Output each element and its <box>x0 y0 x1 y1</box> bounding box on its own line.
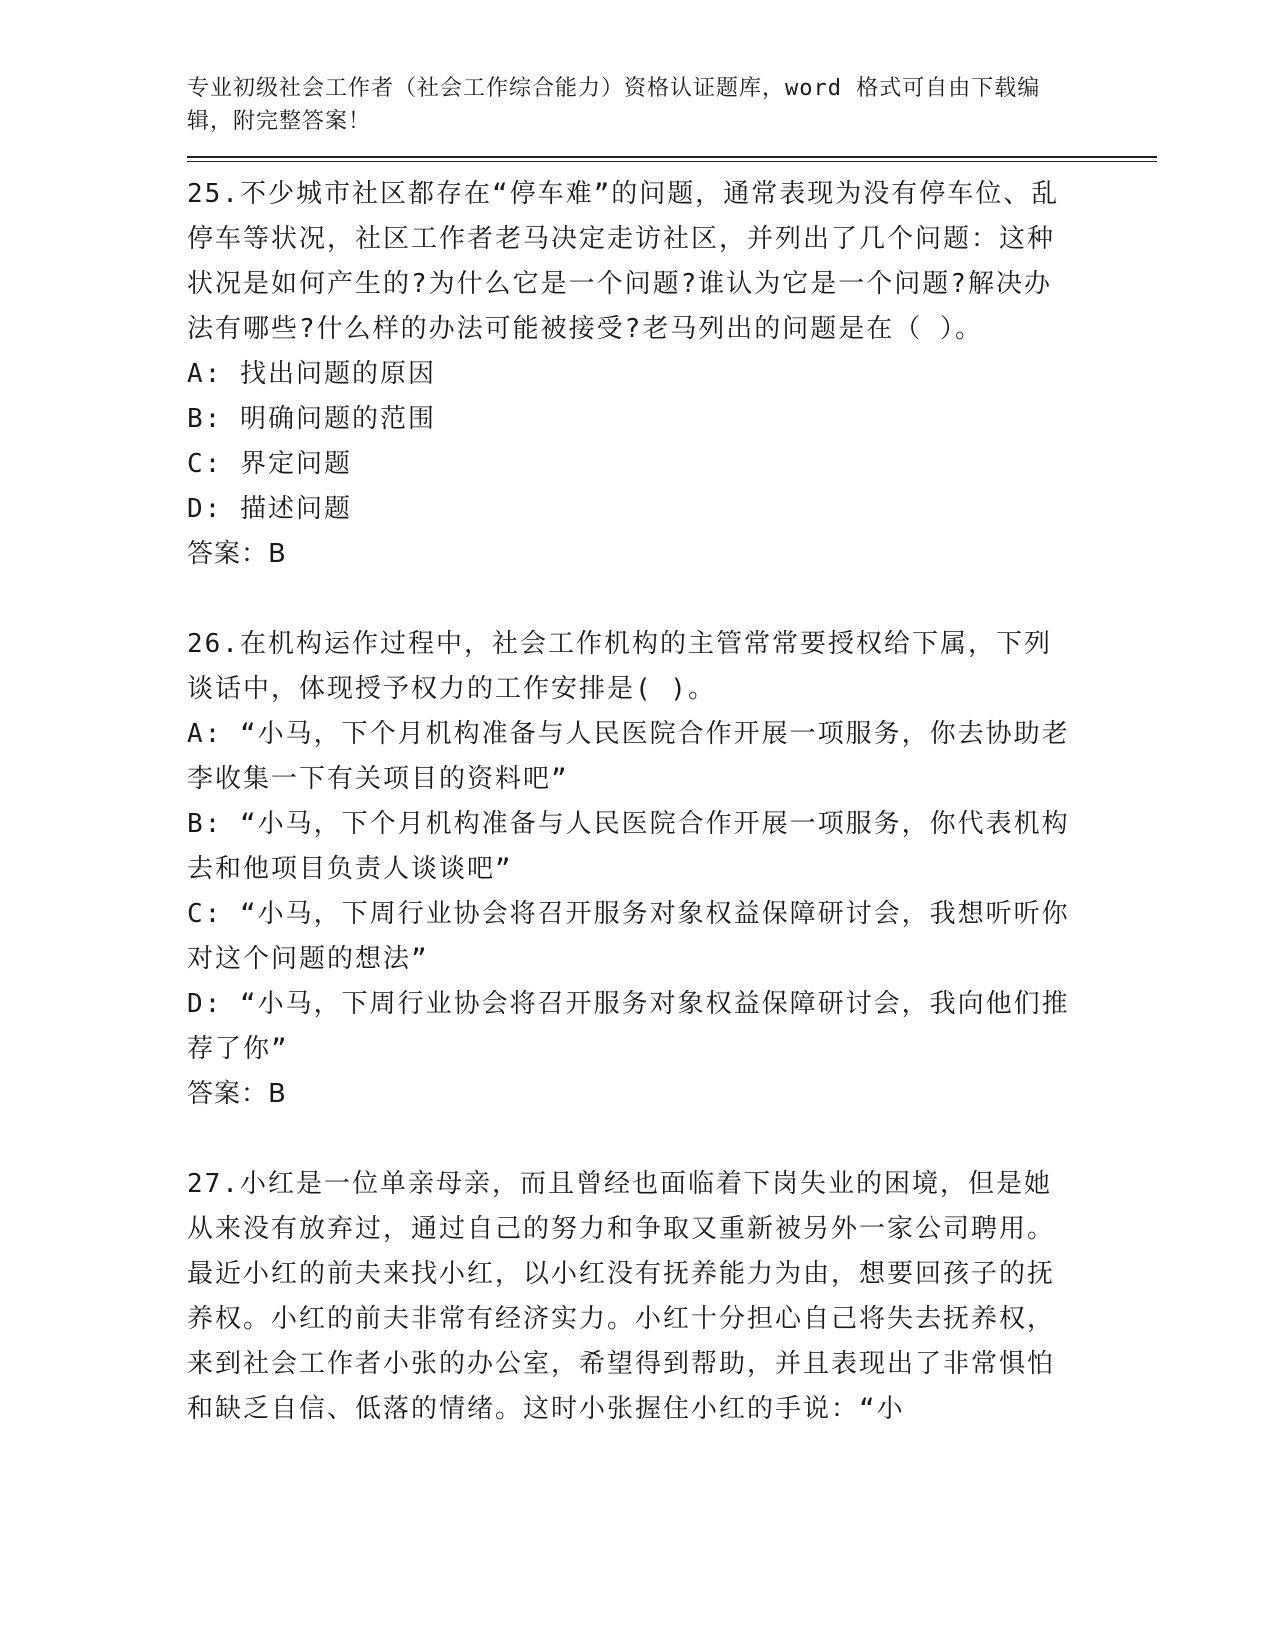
option-b: B: “小马，下个月机构准备与人民医院合作开展一项服务，你代表机构去和他项目负责人谈谈吧” <box>187 809 1070 884</box>
option-a: A: 找出问题的原因 <box>187 359 436 389</box>
option-d: D: “小马，下周行业协会将召开服务对象权益保障研讨会，我向他们推荐了你” <box>187 989 1070 1064</box>
question-text: 27.小红是一位单亲母亲，而且曾经也面临着下岗失业的困境，但是她从来没有放弃过，通过自己的努力和争取又重新被另外一家公司聘用。最近小红的前夫来找小红，以小红没有抚养能力为由，想要回孩子的抚养权。小红的前夫非常有经济实力。小红十分担心自己将失去抚养权，来到社会工作者小张的办公室，希望得到帮助，并且表现出了非常惧怕和缺乏自信、低落的情绪。这时小张握住小红的手说：“小 <box>187 1169 1056 1424</box>
option-d: D: 描述问题 <box>187 494 352 524</box>
answer-line: 答案：B <box>187 539 287 569</box>
question-text: 25.不少城市社区都存在“停车难”的问题，通常表现为没有停车位、乱停车等状况，社区工作者老马决定走访社区，并列出了几个问题：这种状况是如何产生的?为什么它是一个问题?谁认为它是一个问题?解决办法有哪些?什么样的办法可能被接受?老马列出的问题是在（ ）。 <box>187 179 1060 344</box>
question-list <box>187 172 1077 1432</box>
option-c: C: “小马，下周行业协会将召开服务对象权益保障研讨会，我想听听你对这个问题的想法” <box>187 899 1070 974</box>
question-text: 26.在机构运作过程中，社会工作机构的主管常常要授权给下属，下列谈话中，体现授予权力的工作安排是( )。 <box>187 629 1052 704</box>
divider-line-thin <box>187 161 1157 162</box>
question-item <box>187 622 1077 1117</box>
header-divider <box>187 156 1157 162</box>
divider-line-thick <box>187 156 1157 158</box>
spacer <box>187 1117 1077 1162</box>
spacer <box>187 577 1077 622</box>
option-b: B: 明确问题的范围 <box>187 404 436 434</box>
option-a: A: “小马，下个月机构准备与人民医院合作开展一项服务，你去协助老李收集一下有关项目的资料吧” <box>187 719 1070 794</box>
question-item <box>187 172 1077 577</box>
option-c: C: 界定问题 <box>187 449 352 479</box>
answer-line: 答案：B <box>187 1079 287 1109</box>
document-header: 专业初级社会工作者（社会工作综合能力）资格认证题库，word 格式可自由下载编辑，附完整答案！ <box>187 76 1041 134</box>
question-item <box>187 1162 1077 1432</box>
document-page <box>187 72 1157 1432</box>
